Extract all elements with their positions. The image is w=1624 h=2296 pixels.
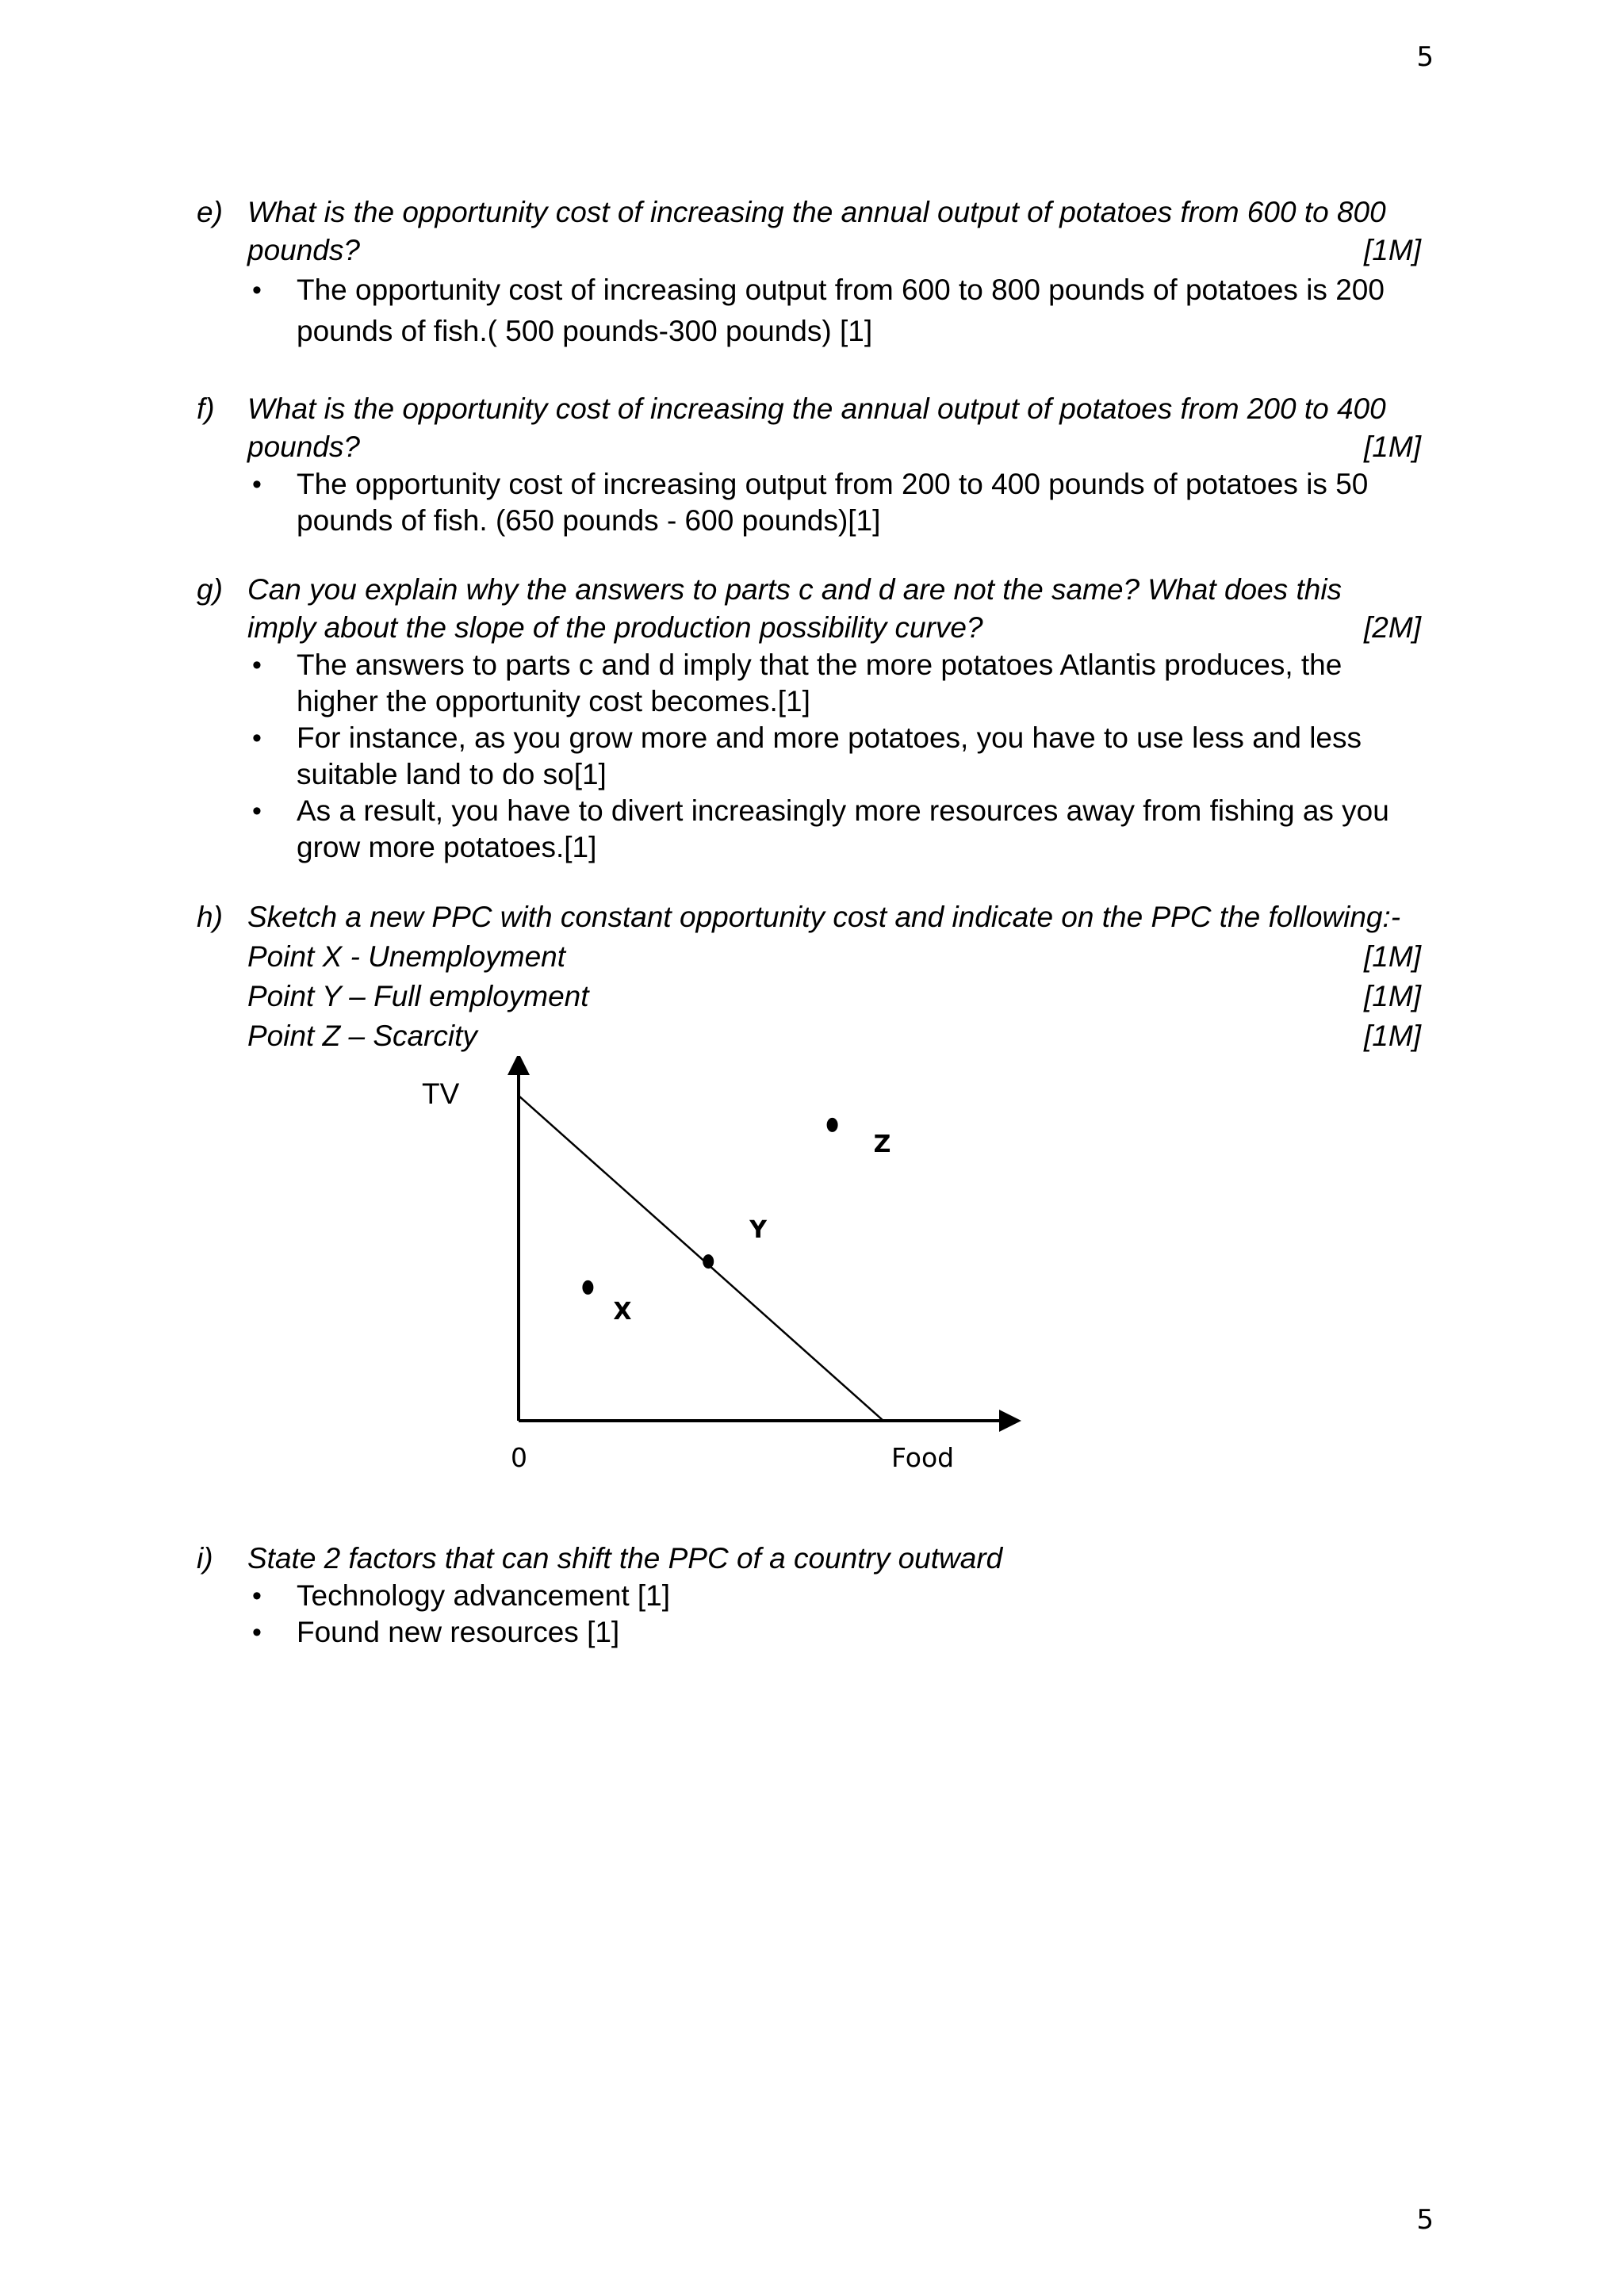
bullet-icon: • (252, 275, 262, 305)
answer-item (197, 793, 1423, 866)
question-letter: g) (197, 573, 223, 606)
question-line (247, 571, 1421, 609)
bullet-icon: • (252, 796, 262, 826)
question-text (247, 571, 1421, 647)
question-line-text: State 2 factors that can shift the PPC of a country outward (247, 1542, 1003, 1575)
answer-text: The opportunity cost of increasing output from 600 to 800 pounds of potatoes is 200 pounds of fish.( 500 pounds-300 pounds) [1] (297, 274, 1385, 347)
question-line-text: Sketch a new PPC with constant opportunity cost and indicate on the PPC the following:- (247, 901, 1401, 933)
question-line (247, 390, 1421, 428)
point-y-label: Y (749, 1216, 767, 1245)
marks-label: [1M] (1364, 1020, 1421, 1052)
question-line-text: Point X - Unemployment (247, 940, 566, 973)
marks-label: [1M] (1364, 234, 1421, 266)
bullet-icon: • (252, 469, 262, 499)
answer-item (197, 1578, 1423, 1614)
question-text (247, 897, 1421, 1056)
question-line (247, 232, 1421, 270)
answer-list (197, 270, 1434, 352)
question-e (197, 193, 1434, 352)
question-line-text: Point Z – Scarcity (247, 1020, 477, 1052)
question-line (247, 937, 1421, 977)
question-line (247, 609, 1421, 647)
question-line-text: pounds? (247, 234, 360, 266)
point-x-label: X (613, 1297, 632, 1326)
question-line (247, 977, 1421, 1016)
question-line (247, 1016, 1421, 1056)
marks-label: [1M] (1364, 980, 1421, 1012)
bullet-icon: • (252, 723, 262, 753)
ppc-line (519, 1096, 883, 1421)
question-letter: h) (197, 901, 223, 933)
question-h-heading (197, 897, 1434, 1056)
answer-text: Found new resources [1] (297, 1616, 620, 1648)
answer-text: For instance, as you grow more and more potatoes, you have to use less and less suitable land to do so[1] (297, 721, 1362, 790)
question-text (247, 193, 1421, 270)
marks-label: [1M] (1364, 940, 1421, 973)
answer-item (197, 647, 1423, 720)
answer-text: The answers to parts c and d imply that the more potatoes Atlantis produces, the higher the opportunity cost becomes.[1] (297, 649, 1342, 718)
question-line (247, 1540, 1421, 1578)
bullet-icon: • (252, 1617, 262, 1647)
point-z-dot (827, 1118, 838, 1132)
answer-text: The opportunity cost of increasing output from 200 to 400 pounds of potatoes is 50 pounds of fish. (650 pounds - 600 pounds)[1] (297, 468, 1369, 537)
answer-list (197, 466, 1434, 539)
question-text (247, 390, 1421, 466)
answer-text: As a result, you have to divert increasingly more resources away from fishing as you grow more potatoes.[1] (297, 794, 1389, 863)
page-number-bottom: 5 (1416, 2204, 1434, 2236)
answer-text: Technology advancement [1] (297, 1579, 671, 1612)
question-f-heading (197, 390, 1434, 466)
question-line-text: pounds? (247, 430, 360, 463)
question-h (197, 897, 1434, 1540)
question-letter: f) (197, 392, 215, 425)
question-line-text: imply about the slope of the production possibility curve? (247, 611, 983, 644)
question-e-heading (197, 193, 1434, 270)
answer-item (197, 466, 1423, 539)
question-line (247, 428, 1421, 466)
points-layer (582, 1118, 891, 1326)
marks-label: [2M] (1364, 611, 1421, 644)
bullet-icon: • (252, 650, 262, 680)
y-axis-label: TV (422, 1077, 460, 1110)
question-letter: e) (197, 196, 223, 228)
question-text (247, 1540, 1421, 1578)
answer-item (197, 1614, 1423, 1651)
ppc-chart-svg (197, 1056, 1434, 1540)
answer-list (197, 647, 1434, 866)
question-line (247, 897, 1421, 937)
point-z-label: Z (873, 1130, 891, 1158)
answer-item (197, 270, 1423, 352)
page-number-top: 5 (1416, 41, 1434, 73)
question-g-heading (197, 571, 1434, 647)
bullet-icon: • (252, 1581, 262, 1611)
question-line-text: What is the opportunity cost of increasing the annual output of potatoes from 200 to 400 (247, 392, 1386, 425)
origin-label: 0 (511, 1442, 527, 1473)
answer-list (197, 1578, 1434, 1651)
question-i (197, 1540, 1434, 1651)
answer-item (197, 720, 1423, 793)
point-y-dot (703, 1254, 714, 1269)
point-x-dot (582, 1280, 593, 1295)
question-f (197, 390, 1434, 539)
document-body (197, 193, 1434, 1651)
question-g (197, 571, 1434, 866)
question-letter: i) (197, 1542, 213, 1575)
question-line-text: What is the opportunity cost of increasing the annual output of potatoes from 600 to 800 (247, 196, 1386, 228)
question-line-text: Point Y – Full employment (247, 980, 589, 1012)
x-axis-label: Food (891, 1442, 955, 1473)
ppc-chart (197, 1056, 1434, 1540)
question-line (247, 193, 1421, 232)
question-line-text: Can you explain why the answers to parts c and d are not the same? What does this (247, 573, 1342, 606)
marks-label: [1M] (1364, 430, 1421, 463)
question-i-heading (197, 1540, 1434, 1578)
